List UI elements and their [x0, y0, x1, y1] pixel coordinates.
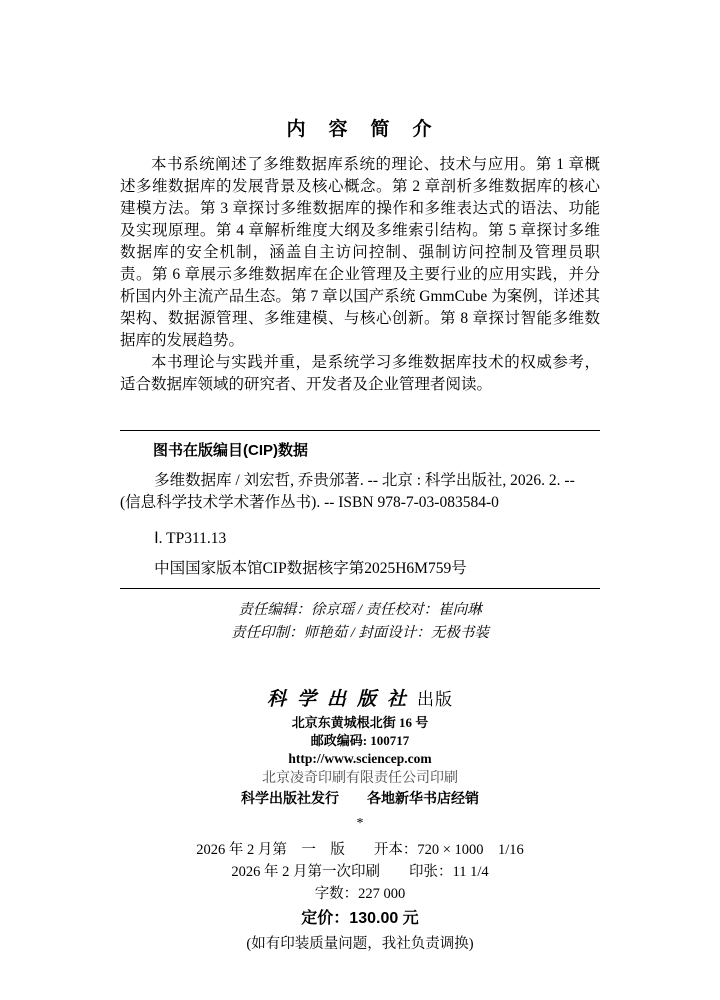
quality-note-line: (如有印装质量问题，我社负责调换) [246, 936, 474, 952]
star-divider: * [356, 816, 364, 831]
cip-entry [120, 470, 600, 514]
cip-divider-top [120, 430, 600, 431]
printer-line: 北京凌奇印刷有限责任公司印刷 [262, 771, 458, 786]
intro-paragraph-2: 本书理论与实践并重，是系统学习多维数据库技术的权威参考，适合数据库领域的研究者、开发者及企业管理者阅读。 [120, 354, 600, 393]
publisher-address: 北京东黄城根北街 16 号 [291, 715, 429, 730]
edition-line-2: 2026 年 2 月第一次印刷 印张：11 1/4 [231, 864, 489, 880]
distribution-line: 科学出版社发行 各地新华书店经销 [241, 790, 479, 806]
cip-entry-line-1: 多维数据库 / 刘宏哲, 乔贵邠著. -- 北京 : 科学出版社, 2026. 2. -- [154, 472, 575, 489]
publisher-publish-label: 出版 [417, 690, 453, 709]
edition-line-1: 2026 年 2 月第 一 版 开本：720 × 1000 1/16 [196, 842, 524, 858]
cip-entry-line-2: (信息科学技术学术著作丛书). -- ISBN 978-7-03-083584-0 [120, 494, 499, 511]
cip-block [120, 441, 600, 580]
intro-paragraph-1: 本书系统阐述了多维数据库系统的理论、技术与应用。第 1 章概述多维数据库的发展背景及核心概念。第 2 章剖析多维数据库的核心建模方法。第 3 章探讨多维数据库的操作和多维表达式的语法、功能及实现原理。第 4 章解析维度大纲及多维索引结构。第 5 章探讨多维数据库的安全机制，涵盖自主访问控制、强制访问控制及管理员职责。第 6 章展示多维数据库在企业管理及主要行业的应用实践，并分析国内外主流产品生态。第 7 章以国产系统 GmmCube 为案例，详述其架构、数据源管理、多维建模、与核心创新。第 8 章探讨智能多维数据库的发展趋势。 [120, 156, 600, 349]
content-column [120, 0, 600, 955]
staff-block [120, 599, 600, 645]
cip-heading: 图书在版编目(CIP)数据 [153, 442, 308, 459]
cip-classification: Ⅰ. TP311.13 [154, 530, 227, 547]
price-line: 定价：130.00 元 [301, 910, 419, 927]
staff-line-print-design: 责任印制：师艳茹 / 封面设计：无极书装 [231, 625, 489, 641]
publisher-logotype: 科学出版社 [266, 689, 417, 710]
word-count-line: 字数：227 000 [314, 886, 406, 902]
staff-line-editors: 责任编辑：徐京瑶 / 责任校对：崔向琳 [238, 602, 482, 618]
page-title: 内 容 简 介 [286, 119, 434, 140]
publisher-logo-line [120, 687, 600, 714]
publisher-block [120, 687, 600, 955]
cip-record-number: 中国国家版本馆CIP数据核字第2025H6M759号 [154, 560, 467, 577]
publisher-website: http://www.sciencep.com [288, 751, 432, 766]
publisher-postcode: 邮政编码: 100717 [310, 733, 410, 748]
cip-divider-bottom [120, 588, 600, 589]
